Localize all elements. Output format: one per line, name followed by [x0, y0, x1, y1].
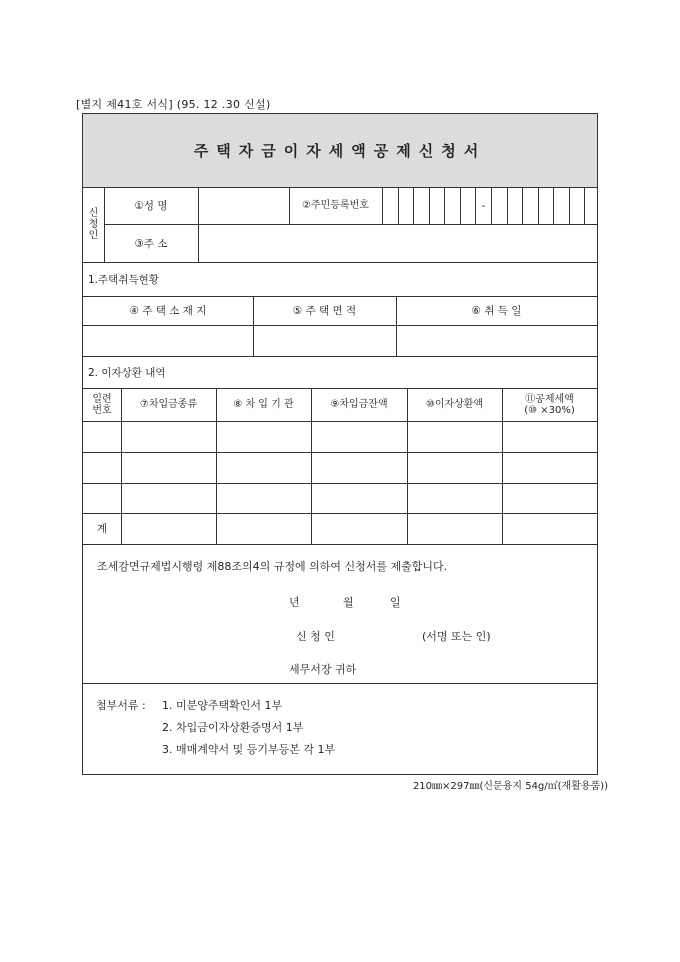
table-row[interactable] — [84, 422, 596, 451]
date-day-label: 일 — [390, 596, 401, 609]
divider — [522, 187, 523, 224]
table-row[interactable] — [84, 484, 596, 512]
title-box — [83, 114, 597, 188]
divider — [538, 187, 539, 224]
addressee: 세무서장 귀하 — [289, 663, 357, 676]
col-interest: ⑩이자상환액 — [425, 399, 484, 410]
form-header: [별지 제41호 서식] (95. 12 .30 신설) — [76, 98, 271, 111]
address-label: ③주 소 — [134, 237, 168, 250]
section2-title: 2. 이자상환 내역 — [88, 366, 166, 379]
attachment-item-1: 1. 미분양주택확인서 1부 — [162, 699, 283, 712]
col-lender: ⑧ 차 입 기 관 — [233, 399, 294, 410]
rrn-dash: - — [481, 199, 486, 212]
attachment-item-2: 2. 차입금이자상환증명서 1부 — [162, 721, 304, 734]
divider — [569, 187, 570, 224]
col-loan-type: ⑦차입금종류 — [139, 399, 198, 410]
attachment-item-3: 3. 매매계약서 및 등기부등본 각 1부 — [162, 743, 336, 756]
divider — [382, 187, 383, 224]
divider — [460, 187, 461, 224]
declaration-statement: 조세감면규제법시행령 제88조의4의 규정에 의하여 신청서를 제출합니다. — [97, 560, 448, 573]
address-field[interactable] — [199, 225, 595, 261]
paper-spec-footer: 210㎜×297㎜(신문용지 54g/㎡(재활용품)) — [412, 781, 608, 792]
divider — [398, 187, 399, 224]
date-month-label: 월 — [343, 596, 354, 609]
name-field[interactable] — [199, 188, 288, 223]
area-field[interactable] — [254, 326, 395, 355]
table-row[interactable] — [84, 453, 596, 482]
total-label: 계 — [96, 523, 108, 535]
divider — [429, 187, 430, 224]
applicant-sign-label: 신 청 인 — [296, 630, 335, 643]
divider — [83, 513, 597, 514]
section1-title: 1.주택취득현황 — [88, 273, 159, 286]
divider — [507, 187, 508, 224]
col-balance: ⑨차입금잔액 — [330, 399, 388, 410]
attachments-label: 첨부서류 : — [96, 699, 146, 712]
date-field[interactable] — [397, 326, 596, 355]
divider — [83, 544, 597, 545]
divider — [553, 187, 554, 224]
divider — [413, 187, 414, 224]
rrn-label: ②주민등록번호 — [302, 200, 369, 211]
application-form — [82, 113, 598, 775]
applicant-group-label: 신 청 인 — [88, 208, 99, 241]
col-area: ⑤ 주 택 면 적 — [292, 305, 357, 317]
location-field[interactable] — [84, 326, 252, 355]
name-label: ①성 명 — [134, 200, 168, 212]
divider — [444, 187, 445, 224]
divider — [491, 187, 492, 224]
col-date: ⑥ 취 득 일 — [471, 305, 522, 317]
form-title: 주택자금이자세액공제신청서 — [193, 142, 487, 160]
col-deduction: ⑪공제세액 (⑩ ×30%) — [524, 393, 575, 416]
col-location: ④ 주 택 소 재 지 — [129, 305, 207, 317]
date-year-label: 년 — [289, 596, 300, 609]
divider — [584, 187, 585, 224]
divider — [83, 683, 597, 684]
col-serial: 일련 번호 — [92, 393, 112, 416]
signature-label: (서명 또는 인) — [422, 630, 491, 643]
